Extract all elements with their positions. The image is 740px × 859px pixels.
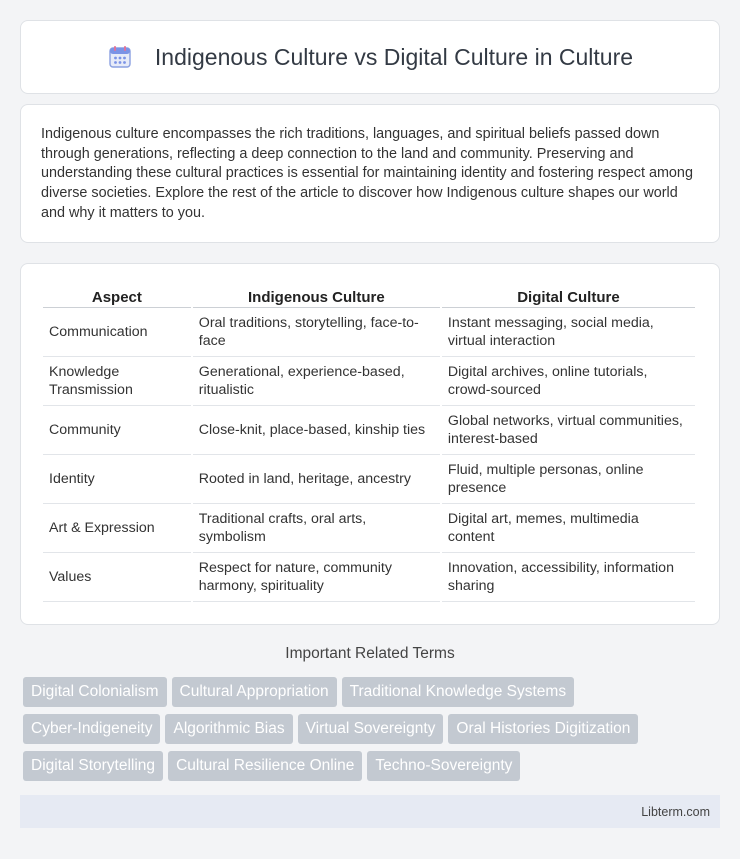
table-row xyxy=(43,357,695,406)
table-row xyxy=(43,455,695,504)
table-cell: Global networks, virtual communities, interest-based xyxy=(442,406,695,455)
tag-row xyxy=(23,677,723,707)
page-title: Indigenous Culture vs Digital Culture in Culture xyxy=(154,43,634,70)
table-cell: Community xyxy=(43,406,191,455)
related-term-tag[interactable]: Cyber-Indigeneity xyxy=(23,714,160,744)
title-wrap xyxy=(107,44,633,71)
related-term-tag[interactable]: Digital Colonialism xyxy=(23,677,167,707)
table-cell: Digital art, memes, multimedia content xyxy=(442,504,695,553)
comparison-table-card xyxy=(20,263,720,625)
tag-row xyxy=(23,751,723,781)
table-cell: Traditional crafts, oral arts, symbolism xyxy=(193,504,440,553)
intro-card xyxy=(20,104,720,243)
table-cell: Digital archives, online tutorials, crowd-sourced xyxy=(442,357,695,406)
table-cell: Values xyxy=(43,553,191,602)
comparison-table xyxy=(41,286,697,602)
table-header-row xyxy=(43,286,695,308)
tag-row xyxy=(23,714,723,744)
table-cell: Respect for nature, community harmony, spirituality xyxy=(193,553,440,602)
table-row xyxy=(43,553,695,602)
table-cell: Identity xyxy=(43,455,191,504)
related-term-tag[interactable]: Techno-Sovereignty xyxy=(367,751,520,781)
related-term-tag[interactable]: Algorithmic Bias xyxy=(165,714,292,744)
table-cell: Generational, experience-based, ritualistic xyxy=(193,357,440,406)
table-cell: Instant messaging, social media, virtual interaction xyxy=(442,308,695,357)
table-cell: Fluid, multiple personas, online presence xyxy=(442,455,695,504)
related-term-tag[interactable]: Cultural Resilience Online xyxy=(168,751,362,781)
related-terms-heading: Important Related Terms xyxy=(285,645,455,662)
footer-brand[interactable]: Libterm.com xyxy=(641,804,710,819)
intro-paragraph: Indigenous culture encompasses the rich traditions, languages, and spiritual beliefs passed down through generations, reflecting a deep connection to the land and community. Preserving and understanding these cultural practices is essential for maintaining identity and fostering respect among diverse societies. Explore the rest of the article to discover how Indigenous culture shapes our world and why it matters to you. xyxy=(41,126,693,221)
related-term-tag[interactable]: Digital Storytelling xyxy=(23,751,163,781)
related-term-tag[interactable]: Virtual Sovereignty xyxy=(298,714,444,744)
column-header-indigenous: Indigenous Culture xyxy=(193,286,440,308)
related-terms-tags xyxy=(23,677,723,788)
related-term-tag[interactable]: Oral Histories Digitization xyxy=(448,714,638,744)
calendar-icon xyxy=(107,44,133,70)
column-header-digital: Digital Culture xyxy=(442,286,695,308)
table-cell: Art & Expression xyxy=(43,504,191,553)
table-cell: Rooted in land, heritage, ancestry xyxy=(193,455,440,504)
table-cell: Knowledge Transmission xyxy=(43,357,191,406)
footer xyxy=(20,795,720,828)
table-row xyxy=(43,308,695,357)
related-term-tag[interactable]: Traditional Knowledge Systems xyxy=(342,677,575,707)
header-card xyxy=(20,20,720,94)
table-row xyxy=(43,406,695,455)
related-term-tag[interactable]: Cultural Appropriation xyxy=(172,677,337,707)
column-header-aspect: Aspect xyxy=(43,286,191,308)
table-cell: Innovation, accessibility, information sharing xyxy=(442,553,695,602)
table-row xyxy=(43,504,695,553)
table-cell: Oral traditions, storytelling, face-to-face xyxy=(193,308,440,357)
table-cell: Communication xyxy=(43,308,191,357)
table-cell: Close-knit, place-based, kinship ties xyxy=(193,406,440,455)
